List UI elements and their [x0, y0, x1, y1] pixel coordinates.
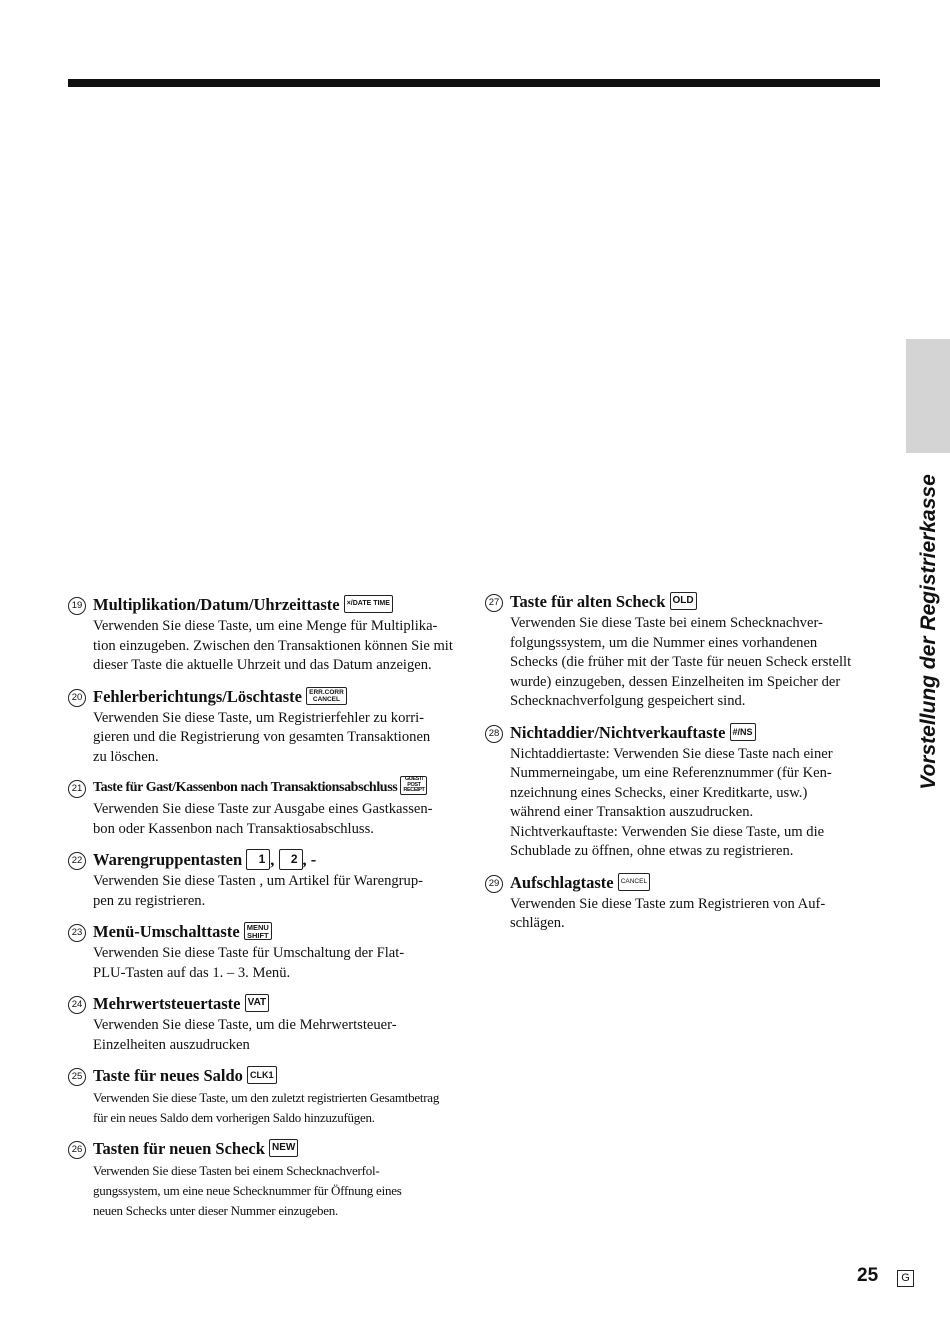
key-label-line: ERR.CORR — [309, 688, 344, 696]
item-description — [510, 614, 885, 712]
description-line: wurde) einzugeben, dessen Einzelheiten im Speicher der — [510, 673, 841, 690]
old-check-key-icon: OLD — [670, 592, 697, 610]
vat-key-icon: VAT — [245, 994, 270, 1012]
new-balance-key-icon: CLK1 — [247, 1066, 277, 1084]
multiplication-date-time-key-icon: ×/DATE TIME — [344, 595, 393, 613]
description-line: für ein neues Saldo dem vorherigen Saldo hinzuzufügen. — [93, 1110, 375, 1125]
description-line: schlägen. — [510, 915, 565, 931]
item-heading — [510, 720, 885, 745]
item-description — [93, 800, 468, 839]
key-label-line: POST — [407, 781, 421, 788]
item-description — [510, 895, 885, 934]
key-label-line: CANCEL — [312, 696, 340, 704]
description-line: bon oder Kassenbon nach Transaktiosabschluss. — [93, 820, 374, 837]
item-heading — [93, 919, 468, 944]
item-description — [93, 709, 468, 768]
description-line: Verwenden Sie diese Tasten , um Artikel für Warengrup- — [93, 873, 423, 889]
item-description — [93, 1161, 468, 1221]
description-line: Nichtaddiertaste: Verwenden Sie diese Taste nach einer — [510, 745, 833, 762]
description-line: Schecknachverfolgung gespeichert sind. — [510, 693, 746, 709]
item-description — [510, 745, 885, 862]
key-description-27 — [485, 589, 885, 712]
description-line: während einer Transaktion auszudrucken. — [510, 804, 754, 820]
item-number: 22 — [68, 852, 86, 870]
description-line: folgungssystem, um die Nummer eines vorhandenen — [510, 634, 818, 651]
item-heading — [93, 991, 468, 1016]
top-rule — [68, 79, 880, 87]
error-correct-cancel-key-icon — [306, 687, 347, 705]
description-line: Verwenden Sie diese Taste bei einem Schecknachver- — [510, 615, 823, 631]
description-line: nzeichnung eines Schecks, einer Kreditkarte, usw.) — [510, 784, 808, 801]
item-number: 27 — [485, 594, 503, 612]
language-badge: G — [897, 1270, 914, 1287]
description-line: zu löschen. — [93, 748, 159, 765]
item-title: Menü-Umschalttaste — [93, 922, 240, 941]
new-check-key-icon: NEW — [269, 1139, 298, 1157]
left-column — [68, 592, 468, 1229]
key-label-line: RECEIPT — [403, 787, 425, 794]
title-suffix: , - — [302, 850, 317, 869]
description-line: Schublade zu öffnen, ohne etwas zu registrieren. — [510, 843, 794, 859]
key-description-20 — [68, 684, 468, 768]
item-heading: Warengruppentasten 1 , 2 , - — [93, 850, 317, 869]
item-number: 19 — [68, 597, 86, 615]
description-line: Schecks (die früher mit der Taste für neuen Scheck erstellt — [510, 654, 852, 670]
department-key-1-icon: 1 — [246, 849, 270, 870]
item-title: Multiplikation/Datum/Uhrzeittaste — [93, 595, 340, 614]
section-title: Vorstellung der Registrierkasse — [917, 474, 940, 790]
description-line: Einzelheiten auszudrucken — [93, 1036, 250, 1053]
description-line: gungssystem, um eine neue Schecknummer für Öffnung eines — [93, 1183, 402, 1198]
item-number: 28 — [485, 725, 503, 743]
item-title: Taste für Gast/Kassenbon nach Transaktionsabschluss — [93, 780, 398, 795]
description-line: Nichtverkauftaste: Verwenden Sie diese Taste, um die — [510, 823, 825, 840]
description-line: Nummerneingabe, um eine Referenznummer (für Ken- — [510, 765, 832, 781]
item-number: 23 — [68, 924, 86, 942]
item-heading — [510, 589, 885, 614]
item-number: 29 — [485, 875, 503, 893]
item-title: Tasten für neuen Scheck — [93, 1139, 265, 1158]
description-line: PLU-Tasten auf das 1. – 3. Menü. — [93, 964, 291, 981]
item-heading — [93, 1136, 468, 1161]
item-heading — [93, 684, 468, 709]
item-heading — [93, 1063, 468, 1088]
item-title: Warengruppentasten — [93, 850, 243, 869]
item-title: Aufschlagtaste — [510, 872, 614, 892]
section-tab-marker — [906, 339, 950, 453]
menu-shift-key-icon — [244, 922, 272, 940]
department-key-2-icon: 2 — [279, 849, 303, 870]
key-description-22 — [68, 847, 468, 911]
item-title: Nichtaddier/Nichtverkauftaste — [510, 722, 726, 742]
description-line: Verwenden Sie diese Taste, um eine Menge für Multiplika- — [93, 618, 438, 634]
item-description — [93, 617, 468, 676]
key-label-line: MENU — [246, 923, 269, 933]
description-line: tion einzugeben. Zwischen den Transaktionen können Sie mit — [93, 637, 453, 654]
key-description-19 — [68, 592, 468, 676]
item-number: 20 — [68, 689, 86, 707]
surcharge-key-icon: CANCEL — [618, 873, 650, 891]
non-add-no-sale-key-icon: #/NS — [730, 723, 756, 741]
item-title: Fehlerberichtungs/Löschtaste — [93, 686, 302, 706]
item-heading — [93, 775, 468, 800]
item-number: 25 — [68, 1068, 86, 1086]
description-line: pen zu registrieren. — [93, 892, 206, 909]
item-title: Mehrwertsteuertaste — [93, 994, 241, 1013]
description-line: Verwenden Sie diese Taste zum Registrieren von Auf- — [510, 895, 826, 912]
description-line: dieser Taste die aktuelle Uhrzeit und das Datum anzeigen. — [93, 657, 432, 673]
item-number: 21 — [68, 780, 86, 798]
key-description-24 — [68, 991, 468, 1055]
description-line: Verwenden Sie diese Taste zur Ausgabe eines Gastkassen- — [93, 801, 433, 817]
description-line: Verwenden Sie diese Taste, um Registrierfehler zu korri- — [93, 709, 425, 726]
item-description — [93, 1016, 468, 1055]
description-line: Verwenden Sie diese Taste, um den zuletzt registrierten Gesamtbetrag — [93, 1090, 440, 1105]
key-description-28 — [485, 720, 885, 862]
description-line: neuen Schecks unter dieser Nummer einzugeben. — [93, 1203, 339, 1218]
item-number: 26 — [68, 1141, 86, 1159]
description-line: Verwenden Sie diese Taste für Umschaltung der Flat- — [93, 945, 405, 961]
key-description-25 — [68, 1063, 468, 1128]
item-description — [93, 1088, 468, 1128]
key-description-23 — [68, 919, 468, 983]
key-description-21 — [68, 775, 468, 839]
item-description — [93, 944, 468, 983]
description-line: gieren und die Registrierung von gesamten Transaktionen — [93, 729, 431, 745]
item-heading — [93, 592, 468, 617]
right-column — [485, 589, 885, 942]
key-label-line: GUEST/ — [404, 776, 423, 783]
description-line: Verwenden Sie diese Taste, um die Mehrwertsteuer- — [93, 1017, 397, 1033]
guest-post-receipt-key-icon — [400, 776, 427, 795]
key-description-26 — [68, 1136, 468, 1221]
description-line: Verwenden Sie diese Tasten bei einem Schecknachverfol- — [93, 1163, 380, 1178]
page-number: 25 — [857, 1265, 879, 1286]
item-heading — [510, 870, 885, 895]
key-description-29 — [485, 870, 885, 934]
key-label-line: SHIFT — [246, 931, 269, 941]
item-title: Taste für neues Saldo — [93, 1066, 243, 1085]
item-description — [93, 872, 468, 911]
item-title: Taste für alten Scheck — [510, 592, 666, 611]
item-number: 24 — [68, 996, 86, 1014]
